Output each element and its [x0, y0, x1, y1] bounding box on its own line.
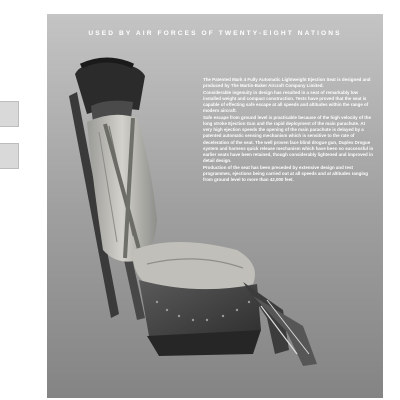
paragraph: The Patented Mark 4 Fully Automatic Lightweight Ejection Seat is designed and produced by The Martin-Baker Aircraft Company Limited. [203, 77, 371, 89]
headline: USED BY AIR FORCES OF TWENTY-EIGHT NATIONS [88, 30, 342, 37]
brochure-page [47, 14, 383, 398]
page-edge-tab [0, 101, 19, 127]
paragraph: Considerable ingenuity in design has resulted in a seat of remarkably low installed weight and compact construction. Tests have proved that the seat is capable of effecting safe escape at all speeds and altitudes within the range of modern aircraft. [203, 89, 369, 114]
page-edge-tab [0, 143, 19, 169]
body-copy [203, 77, 375, 183]
paragraph: Safe escape from ground level is practicable because of the high velocity of the long stroke Ejection Gun and the rapid deployment of the main parachute. At very high ejection speeds the opening of the main parachute is delayed by a patented automatic sensing mechanism which is sensitive to the rate of deceleration of the seat. The well proven face blind drogue gun, Duplex Drogue system and harness quick release mechanism which have been so successful in earlier seats have been retained, though considerably lightened and improved in detail design. [203, 114, 374, 164]
ejection-seat-photo [47, 14, 383, 398]
paragraph: Production of the seat has been preceded by extensive design and test programmes, ejections being carried out at all speeds and at altitudes ranging from ground level to more than 42,000 feet. [203, 164, 368, 182]
